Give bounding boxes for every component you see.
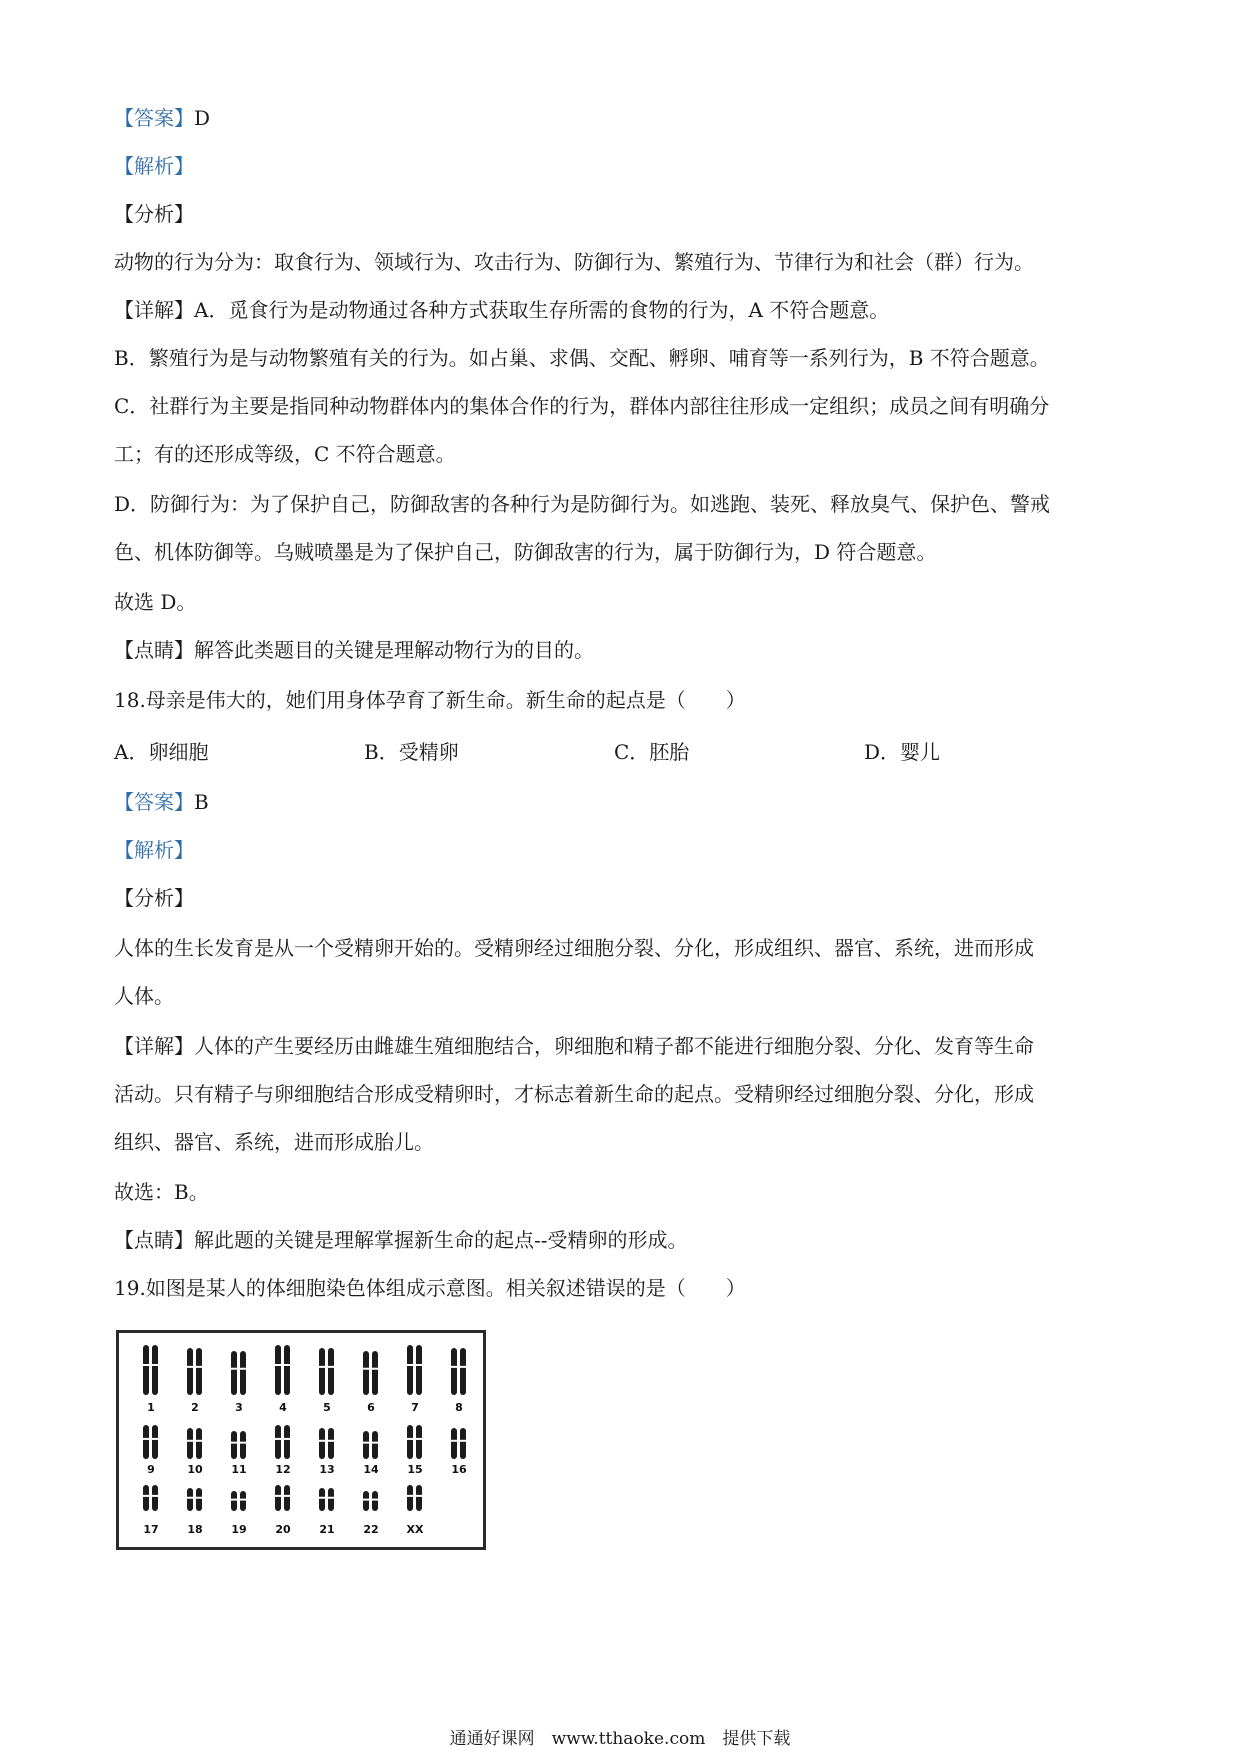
chromosome [143, 1425, 149, 1459]
centromere [407, 1364, 413, 1366]
choose-18: 故选：B。 [114, 1180, 209, 1204]
centromere [363, 1368, 369, 1370]
chromosome [187, 1488, 193, 1511]
chromosome-label: 12 [275, 1463, 291, 1476]
centromere [196, 1440, 202, 1442]
centromere [460, 1440, 466, 1442]
chromosome [187, 1348, 193, 1395]
chromosome [275, 1425, 281, 1459]
detail-18-c: 组织、器官、系统，进而形成胎儿。 [114, 1130, 434, 1154]
centromere [143, 1495, 149, 1497]
detail-18-a: 【详解】人体的产生要经历由雌雄生殖细胞结合，卵细胞和精子都不能进行细胞分裂、分化、发育等生命 [114, 1034, 1034, 1058]
chromosome [152, 1425, 158, 1459]
centromere [152, 1438, 158, 1440]
chromosome [363, 1431, 369, 1459]
chromosome [240, 1431, 246, 1459]
chromosome [416, 1485, 422, 1511]
chromosome-label: 9 [147, 1463, 155, 1476]
answer-tag: 【答案】 [114, 790, 194, 814]
centromere [152, 1495, 158, 1497]
centromere [143, 1438, 149, 1440]
centromere [328, 1440, 334, 1442]
answer-line-18 [114, 788, 209, 816]
centromere [319, 1366, 325, 1368]
centromere [451, 1440, 457, 1442]
centromere [407, 1495, 413, 1497]
centromere [372, 1499, 378, 1501]
chromosome [284, 1345, 290, 1395]
chromosome [143, 1345, 149, 1395]
centromere [363, 1499, 369, 1501]
detail-17-a: 【详解】A．觅食行为是动物通过各种方式获取生存所需的食物的行为，A 不符合题意。 [114, 298, 890, 322]
option-d: D．婴儿 [864, 740, 941, 764]
dianjing-17: 【点睛】解答此类题目的关键是理解动物行为的目的。 [114, 638, 594, 662]
chromosome [460, 1428, 466, 1459]
fenxi-tag-18: 【分析】 [114, 886, 194, 910]
chromosome-label: 17 [143, 1523, 159, 1536]
question-19-stem: 19.如图是某人的体细胞染色体组成示意图。相关叙述错误的是（ ） [114, 1276, 746, 1300]
centromere [328, 1497, 334, 1499]
chromosome [231, 1491, 237, 1511]
question-18-stem: 18.母亲是伟大的，她们用身体孕育了新生命。新生命的起点是（ ） [114, 688, 746, 712]
centromere [152, 1364, 158, 1366]
centromere [319, 1440, 325, 1442]
choose-17: 故选 D。 [114, 590, 197, 614]
chromosome [187, 1428, 193, 1459]
centromere [196, 1366, 202, 1368]
chromosome [196, 1428, 202, 1459]
centromere [284, 1364, 290, 1366]
chromosome-label: 15 [407, 1463, 423, 1476]
chromosome-label: 7 [411, 1401, 419, 1414]
centromere [372, 1442, 378, 1444]
chromosome-label: 1 [147, 1401, 155, 1414]
chromosome [372, 1431, 378, 1459]
chromosome-label: 13 [319, 1463, 335, 1476]
fenxi-text-18-b: 人体。 [114, 984, 174, 1008]
centromere [328, 1366, 334, 1368]
chromosome-label: 20 [275, 1523, 291, 1536]
karyotype-figure [116, 1330, 486, 1550]
chromosome [284, 1425, 290, 1459]
option-c: C．胚胎 [614, 740, 690, 764]
centromere [143, 1364, 149, 1366]
chromosome-label: 2 [191, 1401, 199, 1414]
chromosome [363, 1351, 369, 1395]
chromosome [152, 1345, 158, 1395]
jiexi-tag-17: 【解析】 [114, 154, 194, 178]
centromere [240, 1368, 246, 1370]
centromere [187, 1366, 193, 1368]
page-footer: 通通好课网 www.tthaoke.com 提供下载 [449, 1729, 791, 1749]
chromosome [328, 1428, 334, 1459]
chromosome [240, 1491, 246, 1511]
centromere [231, 1499, 237, 1501]
centromere [416, 1364, 422, 1366]
chromosome-label: 22 [363, 1523, 379, 1536]
chromosome [416, 1345, 422, 1395]
centromere [240, 1499, 246, 1501]
detail-17-d1: D．防御行为：为了保护自己，防御敌害的各种行为是防御行为。如逃跑、装死、释放臭气、保护色、警戒 [114, 492, 1051, 516]
chromosome-label: 19 [231, 1523, 247, 1536]
chromosome [231, 1431, 237, 1459]
centromere [416, 1495, 422, 1497]
answer-value: D [194, 106, 211, 130]
answer-value: B [194, 790, 209, 814]
centromere [407, 1438, 413, 1440]
chromosome [451, 1348, 457, 1395]
fenxi-text-17: 动物的行为分为：取食行为、领域行为、攻击行为、防御行为、繁殖行为、节律行为和社会（群）行为。 [114, 250, 1034, 274]
chromosome-label: XX [406, 1523, 424, 1536]
chromosome-label: 21 [319, 1523, 335, 1536]
chromosome [275, 1345, 281, 1395]
centromere [231, 1442, 237, 1444]
centromere [240, 1442, 246, 1444]
option-a: A．卵细胞 [114, 740, 209, 764]
chromosome [319, 1488, 325, 1511]
fenxi-text-18-a: 人体的生长发育是从一个受精卵开始的。受精卵经过细胞分裂、分化，形成组织、器官、系统，进而形成 [114, 936, 1034, 960]
chromosome-label: 8 [455, 1401, 463, 1414]
karyotype-svg [119, 1333, 483, 1547]
chromosome [372, 1491, 378, 1511]
centromere [372, 1368, 378, 1370]
centromere [284, 1495, 290, 1497]
centromere [187, 1440, 193, 1442]
chromosome-label: 4 [279, 1401, 287, 1414]
chromosome-label: 3 [235, 1401, 243, 1414]
detail-18-b: 活动。只有精子与卵细胞结合形成受精卵时，才标志着新生命的起点。受精卵经过细胞分裂、分化，形成 [114, 1082, 1034, 1106]
chromosome [416, 1425, 422, 1459]
detail-17-d2: 色、机体防御等。乌贼喷墨是为了保护自己，防御敌害的行为，属于防御行为，D 符合题意。 [114, 540, 937, 564]
chromosome [451, 1428, 457, 1459]
centromere [451, 1366, 457, 1368]
chromosome-label: 18 [187, 1523, 203, 1536]
chromosome [152, 1485, 158, 1511]
centromere [231, 1368, 237, 1370]
detail-17-c1: C．社群行为主要是指同种动物群体内的集体合作的行为，群体内部往往形成一定组织；成员之间有明确分 [114, 394, 1050, 418]
chromosome-label: 14 [363, 1463, 379, 1476]
centromere [275, 1438, 281, 1440]
dianjing-18: 【点睛】解此题的关键是理解掌握新生命的起点--受精卵的形成。 [114, 1228, 688, 1252]
fenxi-tag-17: 【分析】 [114, 202, 194, 226]
centromere [363, 1442, 369, 1444]
chromosome [407, 1345, 413, 1395]
detail-17-b: B．繁殖行为是与动物繁殖有关的行为。如占巢、求偶、交配、孵卵、哺育等一系列行为，B 不符合题意。 [114, 346, 1050, 370]
chromosome-label: 11 [231, 1463, 247, 1476]
chromosome [460, 1348, 466, 1395]
chromosome [363, 1491, 369, 1511]
chromosome [319, 1348, 325, 1395]
chromosome [240, 1351, 246, 1395]
chromosome [328, 1488, 334, 1511]
answer-line-17 [114, 104, 210, 132]
chromosome [275, 1485, 281, 1511]
chromosome [143, 1485, 149, 1511]
answer-tag: 【答案】 [114, 106, 194, 130]
chromosome [407, 1425, 413, 1459]
chromosome [196, 1348, 202, 1395]
chromosome-label: 10 [187, 1463, 203, 1476]
centromere [284, 1438, 290, 1440]
centromere [187, 1497, 193, 1499]
chromosome [328, 1348, 334, 1395]
chromosome-label: 6 [367, 1401, 375, 1414]
detail-17-c2: 工；有的还形成等级，C 不符合题意。 [114, 442, 456, 466]
centromere [275, 1495, 281, 1497]
centromere [416, 1438, 422, 1440]
chromosome [319, 1428, 325, 1459]
chromosome [284, 1485, 290, 1511]
centromere [319, 1497, 325, 1499]
centromere [196, 1497, 202, 1499]
chromosome-label: 16 [451, 1463, 467, 1476]
chromosome [372, 1351, 378, 1395]
jiexi-tag-18: 【解析】 [114, 838, 194, 862]
centromere [275, 1364, 281, 1366]
centromere [460, 1366, 466, 1368]
chromosome [231, 1351, 237, 1395]
chromosome [407, 1485, 413, 1511]
chromosome [196, 1488, 202, 1511]
chromosome-label: 5 [323, 1401, 331, 1414]
option-b: B．受精卵 [364, 740, 459, 764]
